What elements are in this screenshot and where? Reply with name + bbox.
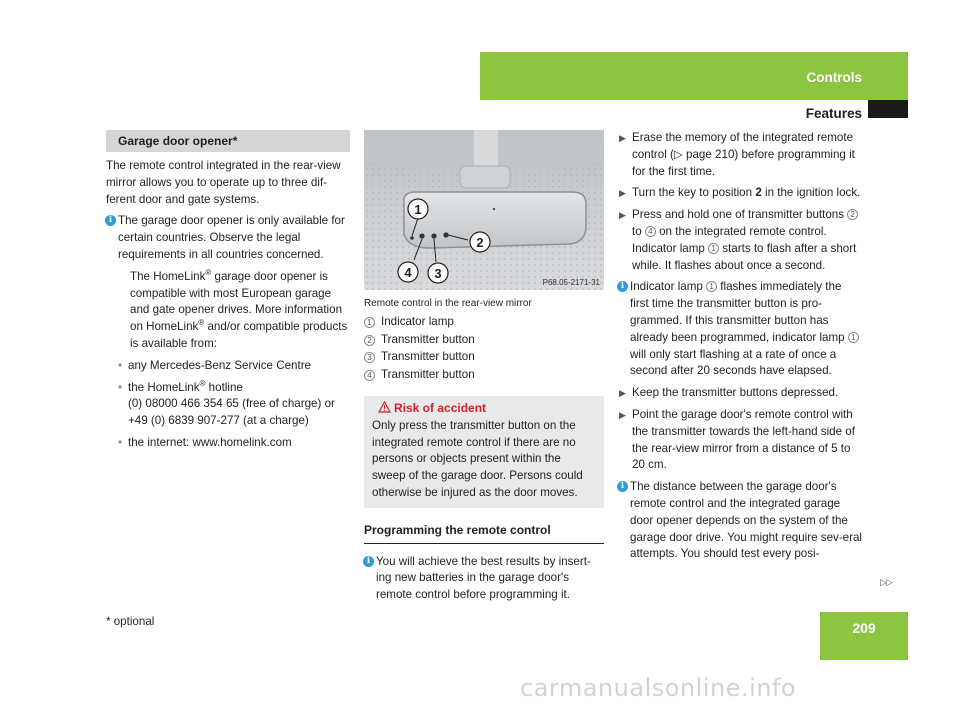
bullet-icon: • (118, 358, 123, 372)
legend-label: Transmitter button (381, 332, 475, 346)
page-reference-arrow-icon: ▷ (673, 147, 683, 161)
step-text: Turn the key to position (632, 186, 756, 200)
callout-1-label: 1 (414, 202, 422, 217)
callout-number: 1 (848, 332, 859, 343)
callout-number: 1 (706, 281, 717, 292)
info-note-text: The garage door opener is only available for certain countries. Observe the legal requirements in all countries concerned. (118, 214, 345, 261)
list-item-internet (106, 435, 350, 452)
legend-item (364, 314, 604, 331)
registered-mark: ® (199, 378, 206, 388)
warning-title (372, 400, 596, 417)
callout-4 (398, 262, 418, 282)
callout-number: 4 (645, 226, 656, 237)
legend-item (364, 367, 604, 384)
legend-number: 3 (364, 352, 375, 363)
legend-item (364, 332, 604, 349)
rear-view-mirror-photo (364, 130, 604, 290)
legend-item (364, 349, 604, 366)
section-heading-programming: Programming the remote control (364, 522, 604, 544)
info-note-text: You will achieve the best results by insert-ing new batteries in the garage door's remote control before programming it. (376, 554, 591, 602)
footnote-optional: * optional (106, 615, 155, 628)
info-note-homelink (106, 213, 350, 352)
info-text: Indicator lamp (630, 280, 707, 294)
step-text: Keep the transmitter buttons depressed. (632, 386, 839, 400)
continued-icon: ▷▷ (880, 577, 892, 587)
intro-paragraph: The remote control integrated in the rear-view mirror allows you to operate up to three dif-ferent door and gate systems. (106, 159, 341, 206)
info-text: will only start flashing at a rate of once a second after 20 seconds have elapsed. (630, 347, 837, 378)
info-icon: i (617, 481, 628, 492)
step-point-remote (618, 407, 862, 474)
homelink-paragraph (118, 269, 350, 353)
legend-number: 1 (364, 317, 375, 328)
step-text: page 210) before programming it for the first time. (632, 147, 855, 178)
step-text: in the ignition lock. (761, 186, 861, 200)
column-middle (364, 130, 604, 609)
callout-3 (428, 263, 448, 283)
step-arrow-icon: ▶ (619, 188, 626, 199)
registered-mark: ® (198, 318, 205, 328)
legend-label: Transmitter button (381, 350, 475, 364)
photo-caption: Remote control in the rear-view mirror (364, 298, 532, 309)
step-text: Erase the memory of the integrated remote control ( (632, 131, 854, 161)
list-item-text: the HomeLink (128, 380, 200, 394)
list-item-service-centre (106, 358, 350, 375)
hotline-paid-number: +49 (0) 6839 907-277 (at a charge) (128, 414, 309, 428)
callout-3-label: 3 (434, 266, 442, 281)
info-text: The distance between the garage door's remote control and the integrated garage door opener depends on the system of the garage door drive. You might require sev-eral attempts. You should test every posi- (630, 480, 863, 561)
step-press-hold (618, 207, 862, 274)
step-arrow-icon: ▶ (619, 133, 626, 143)
list-item-text: hotline (205, 380, 243, 394)
homelink-text-a: The HomeLink (130, 269, 206, 283)
page-number: 209 (852, 620, 876, 636)
key-position: 2 (755, 186, 762, 200)
info-note-distance (618, 479, 862, 563)
warning-text: Only press the transmitter button on the integrated remote control if there are no persons or objects present within the sweep of the garage door. Persons could otherwise be injured as the door moves. (372, 418, 583, 499)
photo-code: P68.05-2171-31 (542, 278, 600, 287)
callout-1 (408, 199, 428, 219)
warning-triangle-icon (378, 401, 391, 413)
step-turn-key (618, 185, 862, 202)
rear-view-mirror-illustration (364, 130, 604, 290)
step-text: starts to flash after a short while. It flashes about once a second. (632, 241, 857, 272)
list-item-text: any Mercedes-Benz Service Centre (128, 358, 312, 372)
info-icon: i (105, 215, 116, 226)
watermark-text: carmanualsonline.info (520, 674, 797, 702)
step-arrow-icon: ▶ (619, 409, 626, 420)
info-note-indicator-lamp (618, 279, 862, 380)
legend-number: 2 (364, 335, 375, 346)
step-arrow-icon: ▶ (619, 210, 626, 221)
header-subsection-title: Features (805, 106, 862, 121)
callout-number: 1 (708, 243, 719, 254)
column-right (618, 130, 862, 568)
legend-label: Indicator lamp (381, 314, 454, 328)
homelink-text-b: garage door opener is compatible with most European garage and gate opener drives. More information on HomeLink (130, 269, 343, 334)
callout-2-label: 2 (476, 235, 484, 250)
callout-number: 2 (847, 209, 858, 220)
legend-number: 4 (364, 370, 375, 381)
step-keep-depressed (618, 385, 862, 402)
step-erase-memory (618, 130, 862, 180)
callout-2 (470, 232, 490, 252)
section-heading-garage-door-opener: Garage door opener* (106, 130, 350, 152)
callout-4-label: 4 (404, 265, 412, 280)
step-arrow-icon: ▶ (619, 388, 626, 399)
info-icon: i (617, 281, 628, 292)
bullet-icon: • (118, 435, 123, 449)
header-section-title: Controls (806, 70, 862, 85)
list-item-hotline (106, 380, 350, 430)
legend-label: Transmitter button (381, 368, 475, 382)
step-text: on the integrated remote control. Indicator lamp (632, 224, 827, 255)
warning-box (364, 396, 604, 508)
bullet-icon: • (118, 380, 123, 394)
info-icon: i (363, 556, 374, 567)
list-item-text: the internet: www.homelink.com (128, 435, 292, 449)
step-text: Point the garage door's remote control with the transmitter towards the left-hand side of the rear-view mirror from a distance of 5 to 20 cm. (632, 407, 855, 472)
column-left (106, 130, 350, 457)
header-tab-marker (868, 100, 908, 118)
step-text: to (632, 224, 645, 238)
info-note-batteries (364, 554, 604, 604)
registered-mark: ® (205, 267, 212, 277)
homelink-text-c: and/or compatible products is available from: (130, 320, 348, 350)
hotline-free-number: (0) 08000 466 354 65 (free of charge) or (128, 397, 335, 411)
warning-title-text: Risk of accident (394, 400, 487, 415)
info-text: flashes immediately the first time the transmitter button is pro-grammed. If this transmitter button has already been programmed, indicator lamp (630, 280, 848, 344)
step-text: Press and hold one of transmitter buttons (632, 208, 848, 222)
